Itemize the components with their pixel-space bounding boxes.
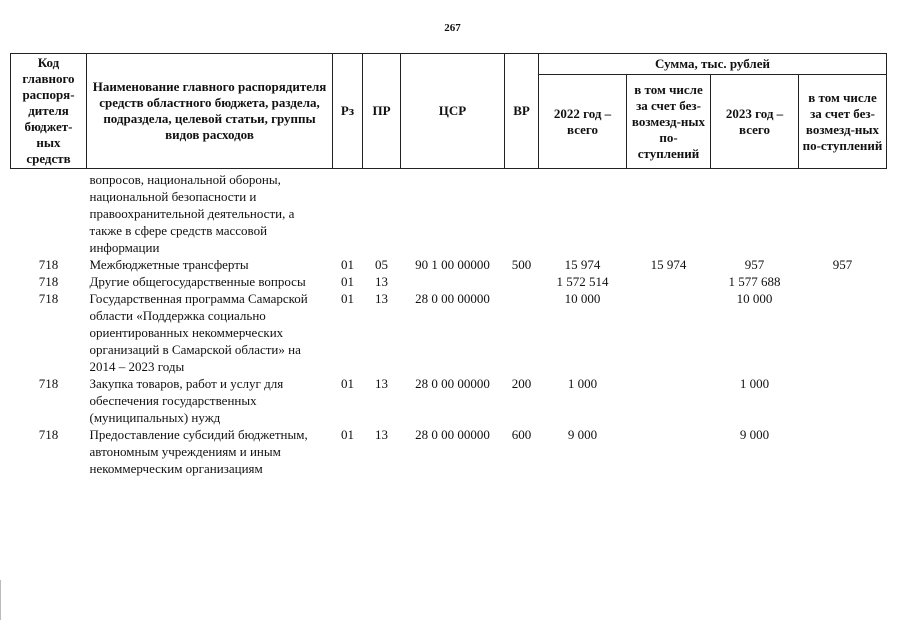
cell-2023-total: 957 (744, 257, 765, 272)
cell-csr: 90 1 00 00000 (415, 257, 490, 272)
cell-csr (401, 169, 505, 257)
table-body (11, 169, 887, 478)
cell-2023-free (799, 290, 887, 375)
table-row (11, 290, 887, 375)
cell-2023-free: 957 (832, 257, 853, 272)
table-row (11, 426, 887, 477)
cell-vr (505, 169, 539, 257)
cell-code: 718 (38, 257, 59, 272)
table-row (11, 169, 887, 257)
header-row-top (11, 54, 887, 75)
cell-name: Межбюджетные трансферты (89, 257, 249, 272)
header-vr: ВР (505, 54, 539, 169)
cell-pr: 13 (375, 274, 388, 289)
cell-2022-total: 1 000 (567, 376, 598, 391)
cell-code (11, 169, 87, 257)
header-2022-total: 2022 год – всего (539, 75, 627, 169)
cell-2022-free (627, 426, 711, 477)
cell-2023-total: 10 000 (736, 291, 773, 306)
cell-vr (505, 290, 539, 375)
page-number: 267 (444, 22, 461, 34)
cell-vr: 500 (511, 257, 532, 272)
table-row (11, 256, 887, 273)
cell-name: Государственная программа Самарской области «Поддержка социально ориентированных некоммерческих организаций в Самарской области» на 2014 – 2023 годы (89, 291, 308, 374)
cell-2023-total: 1 000 (739, 376, 770, 391)
cell-vr (505, 273, 539, 290)
cell-2022-free (627, 290, 711, 375)
header-code: Код главного распоря-дителя бюджет-ных средств (11, 54, 87, 169)
cell-pr: 13 (375, 291, 388, 306)
cell-2023-free (799, 375, 887, 426)
scan-edge-mark (0, 580, 1, 620)
cell-csr: 28 0 00 00000 (415, 291, 490, 306)
cell-rz: 01 (341, 257, 354, 272)
header-csr: ЦСР (401, 54, 505, 169)
cell-2022-free: 15 974 (650, 257, 687, 272)
cell-csr: 28 0 00 00000 (415, 427, 490, 442)
cell-rz: 01 (341, 274, 354, 289)
cell-vr: 600 (511, 427, 532, 442)
cell-pr: 05 (375, 257, 388, 272)
cell-2022-free (627, 375, 711, 426)
cell-name: Предоставление субсидий бюджетным, автономным учреждениям и иным некоммерческим организациям (89, 427, 308, 476)
header-2023-total: 2023 год – всего (711, 75, 799, 169)
cell-rz (333, 169, 363, 257)
header-2023-free: в том числе за счет без-возмезд-ных по-ступлений (799, 75, 887, 169)
cell-pr: 13 (375, 427, 388, 442)
header-sum-group: Сумма, тыс. рублей (539, 54, 887, 75)
cell-pr (363, 169, 401, 257)
table-row (11, 375, 887, 426)
cell-2023-total: 1 577 688 (728, 274, 781, 289)
cell-code: 718 (38, 427, 59, 442)
cell-2023-total: 9 000 (739, 427, 770, 442)
cell-code: 718 (38, 376, 59, 391)
cell-name: Закупка товаров, работ и услуг для обеспечения государственных (муниципальных) нужд (89, 376, 284, 425)
cell-rz: 01 (341, 376, 354, 391)
cell-csr (401, 273, 505, 290)
cell-2023-total (711, 169, 799, 257)
header-rz: Рз (333, 54, 363, 169)
cell-vr: 200 (511, 376, 532, 391)
cell-name: вопросов, национальной обороны, национальной безопасности и правоохранительной деятельности, а также в сфере средств массовой информации (89, 172, 295, 255)
cell-rz: 01 (341, 427, 354, 442)
cell-2022-total (539, 169, 627, 257)
cell-2022-total: 15 974 (564, 257, 601, 272)
cell-2022-total: 10 000 (564, 291, 601, 306)
cell-2022-total: 9 000 (567, 427, 598, 442)
cell-csr: 28 0 00 00000 (415, 376, 490, 391)
cell-rz: 01 (341, 291, 354, 306)
budget-table (10, 53, 887, 477)
header-2022-free: в том числе за счет без-возмезд-ных по-ступлений (627, 75, 711, 169)
header-pr: ПР (363, 54, 401, 169)
cell-name: Другие общегосударственные вопросы (89, 274, 306, 289)
header-name: Наименование главного распорядителя средств областного бюджета, раздела, подраздела, целевой статьи, группы видов расходов (87, 54, 333, 169)
cell-2022-total: 1 572 514 (556, 274, 609, 289)
cell-2022-free (627, 169, 711, 257)
table-row (11, 273, 887, 290)
cell-code: 718 (38, 274, 59, 289)
cell-code: 718 (38, 291, 59, 306)
cell-2023-free (799, 169, 887, 257)
cell-2023-free (799, 426, 887, 477)
cell-pr: 13 (375, 376, 388, 391)
cell-2022-free (627, 273, 711, 290)
cell-2023-free (799, 273, 887, 290)
